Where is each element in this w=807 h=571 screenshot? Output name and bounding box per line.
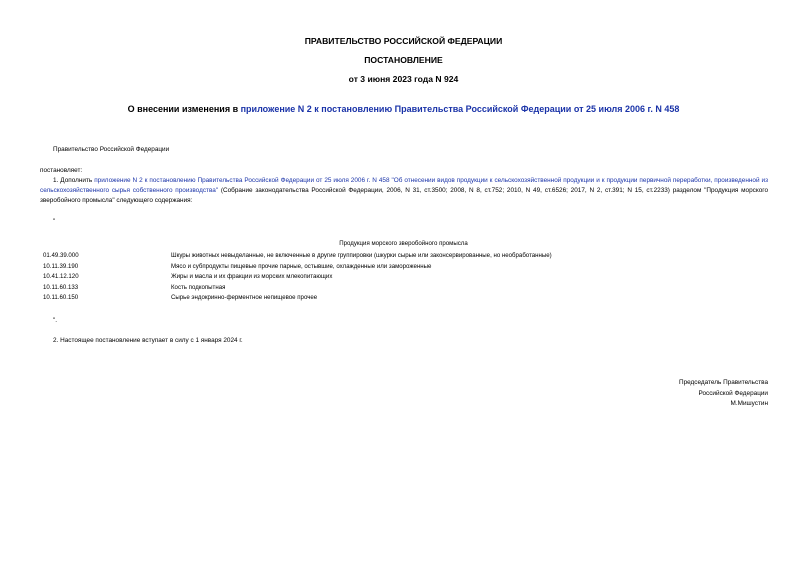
table-row — [0, 263, 807, 273]
table-cell-code: 01.49.39.000 — [43, 252, 79, 259]
item-1-number: 1. Дополнить — [53, 177, 95, 184]
table-cell-name: Сырье эндокринно-ферментное непищевое прочее — [171, 294, 318, 301]
table-cell-code: 10.11.39.190 — [43, 262, 79, 270]
table-caption: Продукция морского зверобойного промысла — [339, 240, 468, 247]
signature-organization: Российской Федерации — [698, 389, 768, 397]
item-2-paragraph: 2. Настоящее постановление вступает в силу с 1 января 2024 г. — [53, 337, 243, 344]
table-cell-name: Мясо и субпродукты пищевые прочие парные, остывшие, охлажденные или замороженные — [171, 262, 432, 270]
government-name: ПРАВИТЕЛЬСТВО РОССИЙСКОЙ ФЕДЕРАЦИИ — [304, 36, 503, 46]
signature-name: М.Мишустин — [730, 400, 768, 407]
table-row — [0, 273, 807, 283]
signature-position: Председатель Правительства — [679, 379, 768, 386]
item-1-rest: (Собрание законодательства Российской Федерации, 2006, N 31, ст.3500; 2008, N 8, ст.752; 2010, N 49, ст.6526; 2017, N 2, ст.391; N 15, ст.2233) разделом "Продукция морского зверобойного промысла" следующего содержания: — [40, 187, 769, 204]
table-cell-code: 10.11.60.133 — [43, 283, 79, 291]
item-1-link[interactable]: приложение N 2 к постановлению Правительства Российской Федерации от 25 июля 2006 г. N 458 "Об отнесении видов продукции к сельскохозяйственной продукции и к продукции первичной переработки, произведенной из сельскохозяйственного сырья собственного производства" — [40, 177, 768, 194]
table-row — [0, 294, 807, 304]
table-cell-name: Кость подкопытная — [171, 283, 226, 291]
document-title — [0, 104, 807, 114]
decrees-text: постановляет: — [40, 167, 83, 174]
title-prefix: О внесении изменения в — [127, 104, 241, 114]
item-1-paragraph — [40, 176, 768, 206]
table-cell-name: Жиры и масла и их фракции из морских млекопитающих — [171, 273, 333, 280]
table-cell-code: 10.11.60.150 — [43, 294, 79, 301]
signature-block — [679, 378, 768, 410]
table-row — [0, 252, 807, 262]
document-type: ПОСТАНОВЛЕНИЕ — [364, 55, 443, 65]
table-cell-name: Шкуры животных невыделанные, не включенные в другие группировки (шкурки сырые или законсервированные, но необработанные) — [171, 252, 552, 259]
title-link[interactable]: приложение N 2 к постановлению Правительства Российской Федерации от 25 июля 2006 г. N 458 — [240, 104, 680, 114]
table-cell-code: 10.41.12.120 — [43, 273, 79, 280]
issuer-text: Правительство Российской Федерации — [53, 146, 170, 153]
document-date-number: от 3 июня 2023 года N 924 — [348, 74, 459, 84]
table-row — [0, 284, 807, 294]
quote-open: " — [53, 218, 56, 225]
quote-close: ". — [53, 317, 58, 324]
